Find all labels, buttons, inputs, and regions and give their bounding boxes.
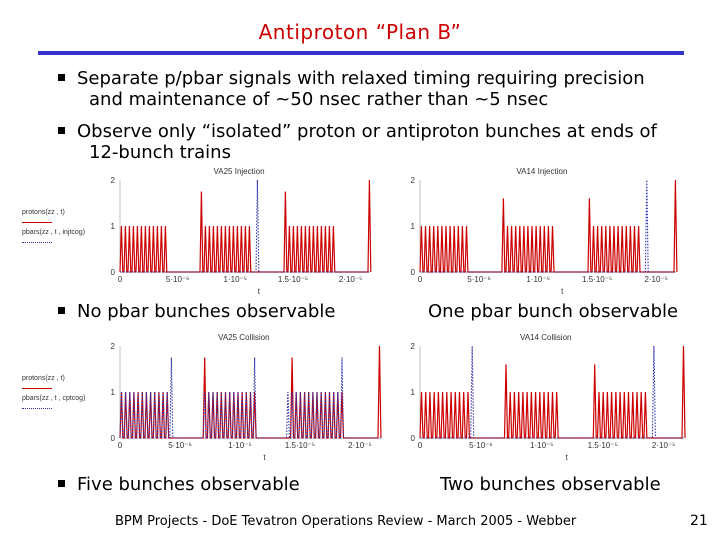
x-tick-label: 1·10⁻⁵	[228, 441, 252, 450]
x-tick-label: 0	[117, 275, 123, 284]
bullet-marker	[58, 307, 65, 314]
x-tick-label: 2·10⁻⁵	[338, 275, 363, 284]
x-tick-label: 1.5·10⁻⁵	[587, 441, 618, 450]
y-tick-label: 0	[410, 268, 415, 277]
x-axis-label: t	[561, 287, 564, 296]
bullet-1-line-1: Separate p/pbar signals with relaxed timing requiring precision	[77, 68, 645, 89]
x-tick-label: 1·10⁻⁵	[530, 441, 554, 450]
x-tick-label: 1·10⁻⁵	[526, 275, 550, 284]
caption-injection-right: One pbar bunch observable	[428, 301, 679, 322]
x-axis-label: t	[263, 453, 266, 462]
y-tick-label: 1	[410, 388, 415, 397]
y-tick-label: 2	[110, 176, 115, 185]
x-axis-label: t	[565, 453, 568, 462]
y-tick-label: 0	[110, 268, 115, 277]
caption-collision-left	[58, 474, 300, 495]
legend-pbars: pbars(zz , t , cptcog)	[22, 395, 86, 402]
x-tick-label: 2·10⁻⁵	[651, 441, 676, 450]
series-protons-line	[120, 180, 371, 272]
plot-title: VA25 Collision	[218, 333, 270, 342]
y-tick-label: 1	[410, 222, 415, 231]
y-tick-label: 1	[110, 222, 115, 231]
y-tick-label: 2	[110, 342, 115, 351]
slide-title: Antiproton “Plan B”	[258, 20, 462, 44]
plot-title: VA14 Collision	[520, 333, 572, 342]
series-protons-line	[420, 180, 677, 272]
caption-collision-left-text: Five bunches observable	[77, 474, 300, 495]
caption-collision-right: Two bunches observable	[440, 474, 661, 495]
x-tick-label: 1.5·10⁻⁵	[284, 441, 316, 450]
x-tick-label: 1.5·10⁻⁵	[582, 275, 613, 284]
x-tick-label: 2·10⁻⁵	[644, 275, 669, 284]
footer: BPM Projects - DoE Tevatron Operations Review - March 2005 - Webber	[115, 514, 577, 529]
x-axis-label: t	[257, 287, 260, 296]
bullet-1-line-2: and maintenance of ~50 nsec rather than ~5 nsec	[89, 89, 549, 110]
series-protons-line	[420, 346, 685, 438]
y-tick-label: 0	[410, 434, 415, 443]
bullet-2-line-2: 12-bunch trains	[89, 142, 231, 163]
legend-protons: protons(zz , t)	[22, 209, 65, 216]
bullet-2-line-1: Observe only “isolated” proton or antiproton bunches at ends of	[77, 121, 657, 142]
caption-injection-left-text: No pbar bunches observable	[77, 301, 336, 322]
y-tick-label: 0	[110, 434, 115, 443]
legend-pbars: pbars(zz , t , injtcog)	[22, 229, 86, 236]
slide-number: 21	[690, 513, 708, 529]
y-tick-label: 2	[410, 176, 415, 185]
x-tick-label: 5·10⁻⁶	[168, 441, 192, 450]
x-tick-label: 5·10⁻⁶	[467, 275, 491, 284]
x-tick-label: 1·10⁻⁵	[223, 275, 248, 284]
legend-protons: protons(zz , t)	[22, 375, 65, 382]
caption-injection-left	[58, 301, 335, 322]
x-tick-label: 2·10⁻⁵	[348, 441, 372, 450]
x-tick-label: 0	[417, 275, 423, 284]
x-tick-label: 0	[417, 441, 423, 450]
y-tick-label: 2	[410, 342, 415, 351]
x-tick-label: 5·10⁻⁶	[165, 275, 190, 284]
y-tick-label: 1	[110, 388, 115, 397]
x-tick-label: 5·10⁻⁶	[469, 441, 493, 450]
x-tick-label: 0	[117, 441, 123, 450]
bullet-marker	[58, 480, 65, 487]
x-tick-label: 1.5·10⁻⁵	[277, 275, 309, 284]
plot-title: VA14 Injection	[516, 167, 568, 176]
plot-title: VA25 Injection	[213, 167, 265, 176]
